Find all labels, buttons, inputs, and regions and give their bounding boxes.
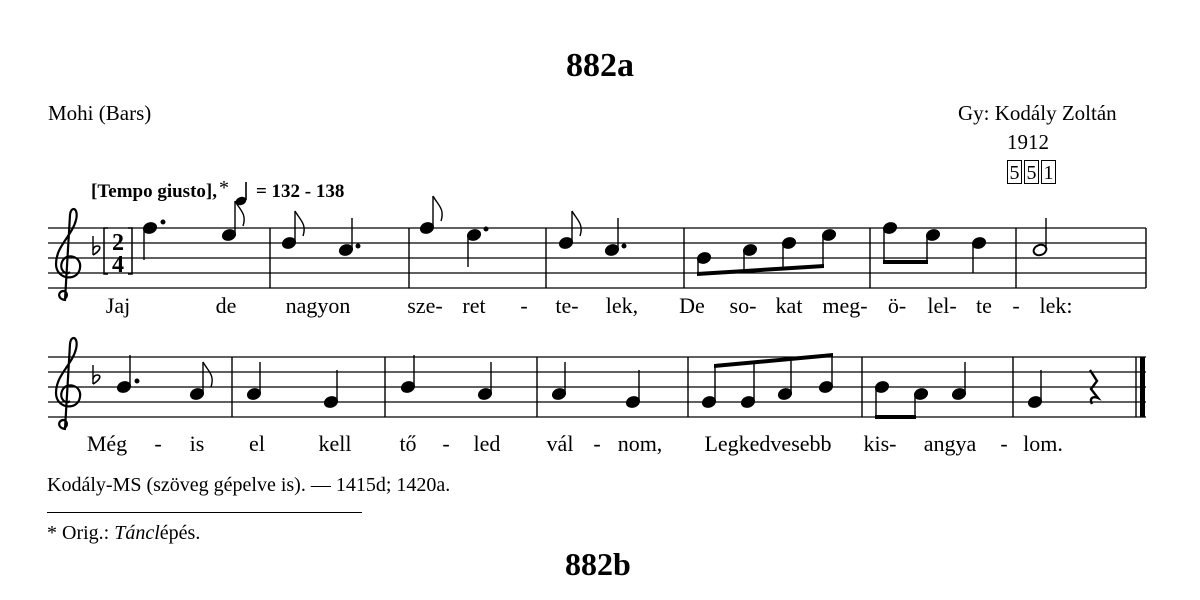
- lyric: -: [1012, 293, 1020, 318]
- lyric: te-: [555, 293, 579, 318]
- lyric: ö-: [887, 293, 907, 318]
- lyric: ret: [462, 293, 486, 318]
- lyric: te: [976, 293, 992, 318]
- lyric: el: [249, 431, 265, 456]
- lyric: -: [154, 431, 162, 456]
- code-box: 1: [1041, 160, 1056, 184]
- lyric: lek,: [605, 293, 639, 318]
- source-note: Kodály-MS (szöveg gépelve is). — 1415d; 1420a.: [47, 474, 451, 496]
- lyric: nom,: [617, 431, 663, 456]
- collector: Gy: Kodály Zoltán: [958, 101, 1117, 125]
- collection-year: 1912: [1007, 130, 1049, 154]
- footnote-mark: *: [218, 177, 229, 199]
- final-barline: [1140, 357, 1145, 417]
- next-song-number-cutoff: 882b: [565, 546, 631, 582]
- lyric: De: [679, 293, 705, 318]
- code-box: 5: [1007, 160, 1022, 184]
- lyric: tő: [399, 431, 417, 456]
- lyric: Jaj: [105, 293, 131, 318]
- lyric: kis-: [863, 431, 897, 456]
- lyric: led: [473, 431, 501, 456]
- lyric: lel-: [927, 293, 957, 318]
- lyric: kell: [318, 431, 352, 456]
- footnote-prefix: Orig.:: [62, 522, 110, 544]
- lyric: angya: [923, 431, 977, 456]
- footnote-suffix: épés.: [159, 522, 201, 544]
- time-sig-bottom: 4: [112, 252, 124, 278]
- lyric: Még: [86, 431, 128, 456]
- lyric: vál: [546, 431, 574, 456]
- lyric: kat: [775, 293, 803, 318]
- lyric: de: [215, 293, 237, 318]
- footnote-italic: Táncl: [114, 522, 160, 544]
- lyric: lek:: [1039, 293, 1073, 318]
- collection-place: Mohi (Bars): [48, 101, 152, 125]
- treble-clef-icon: [56, 338, 80, 429]
- lyric: lom.: [1023, 431, 1063, 456]
- lyric: Legkedvesebb: [704, 431, 832, 456]
- footnote-mark: *: [47, 522, 57, 544]
- lyric: -: [520, 293, 528, 318]
- lyric: -: [442, 431, 450, 456]
- lyric: so-: [729, 293, 757, 318]
- lyric: is: [189, 431, 205, 456]
- lyric: nagyon: [285, 293, 351, 318]
- code-box: 5: [1024, 160, 1039, 184]
- metronome-value: = 132 - 138: [255, 181, 345, 202]
- lyric: meg-: [822, 293, 868, 318]
- flat-icon: [93, 365, 100, 384]
- lyric: -: [593, 431, 601, 456]
- lyric: sze-: [407, 293, 443, 318]
- tempo-text: [Tempo giusto],: [91, 181, 217, 202]
- lyric: -: [1000, 431, 1008, 456]
- footnote: [47, 522, 200, 545]
- song-number: 882a: [566, 47, 634, 84]
- time-sig-top: 2: [112, 230, 124, 256]
- footnote-divider: [47, 512, 362, 513]
